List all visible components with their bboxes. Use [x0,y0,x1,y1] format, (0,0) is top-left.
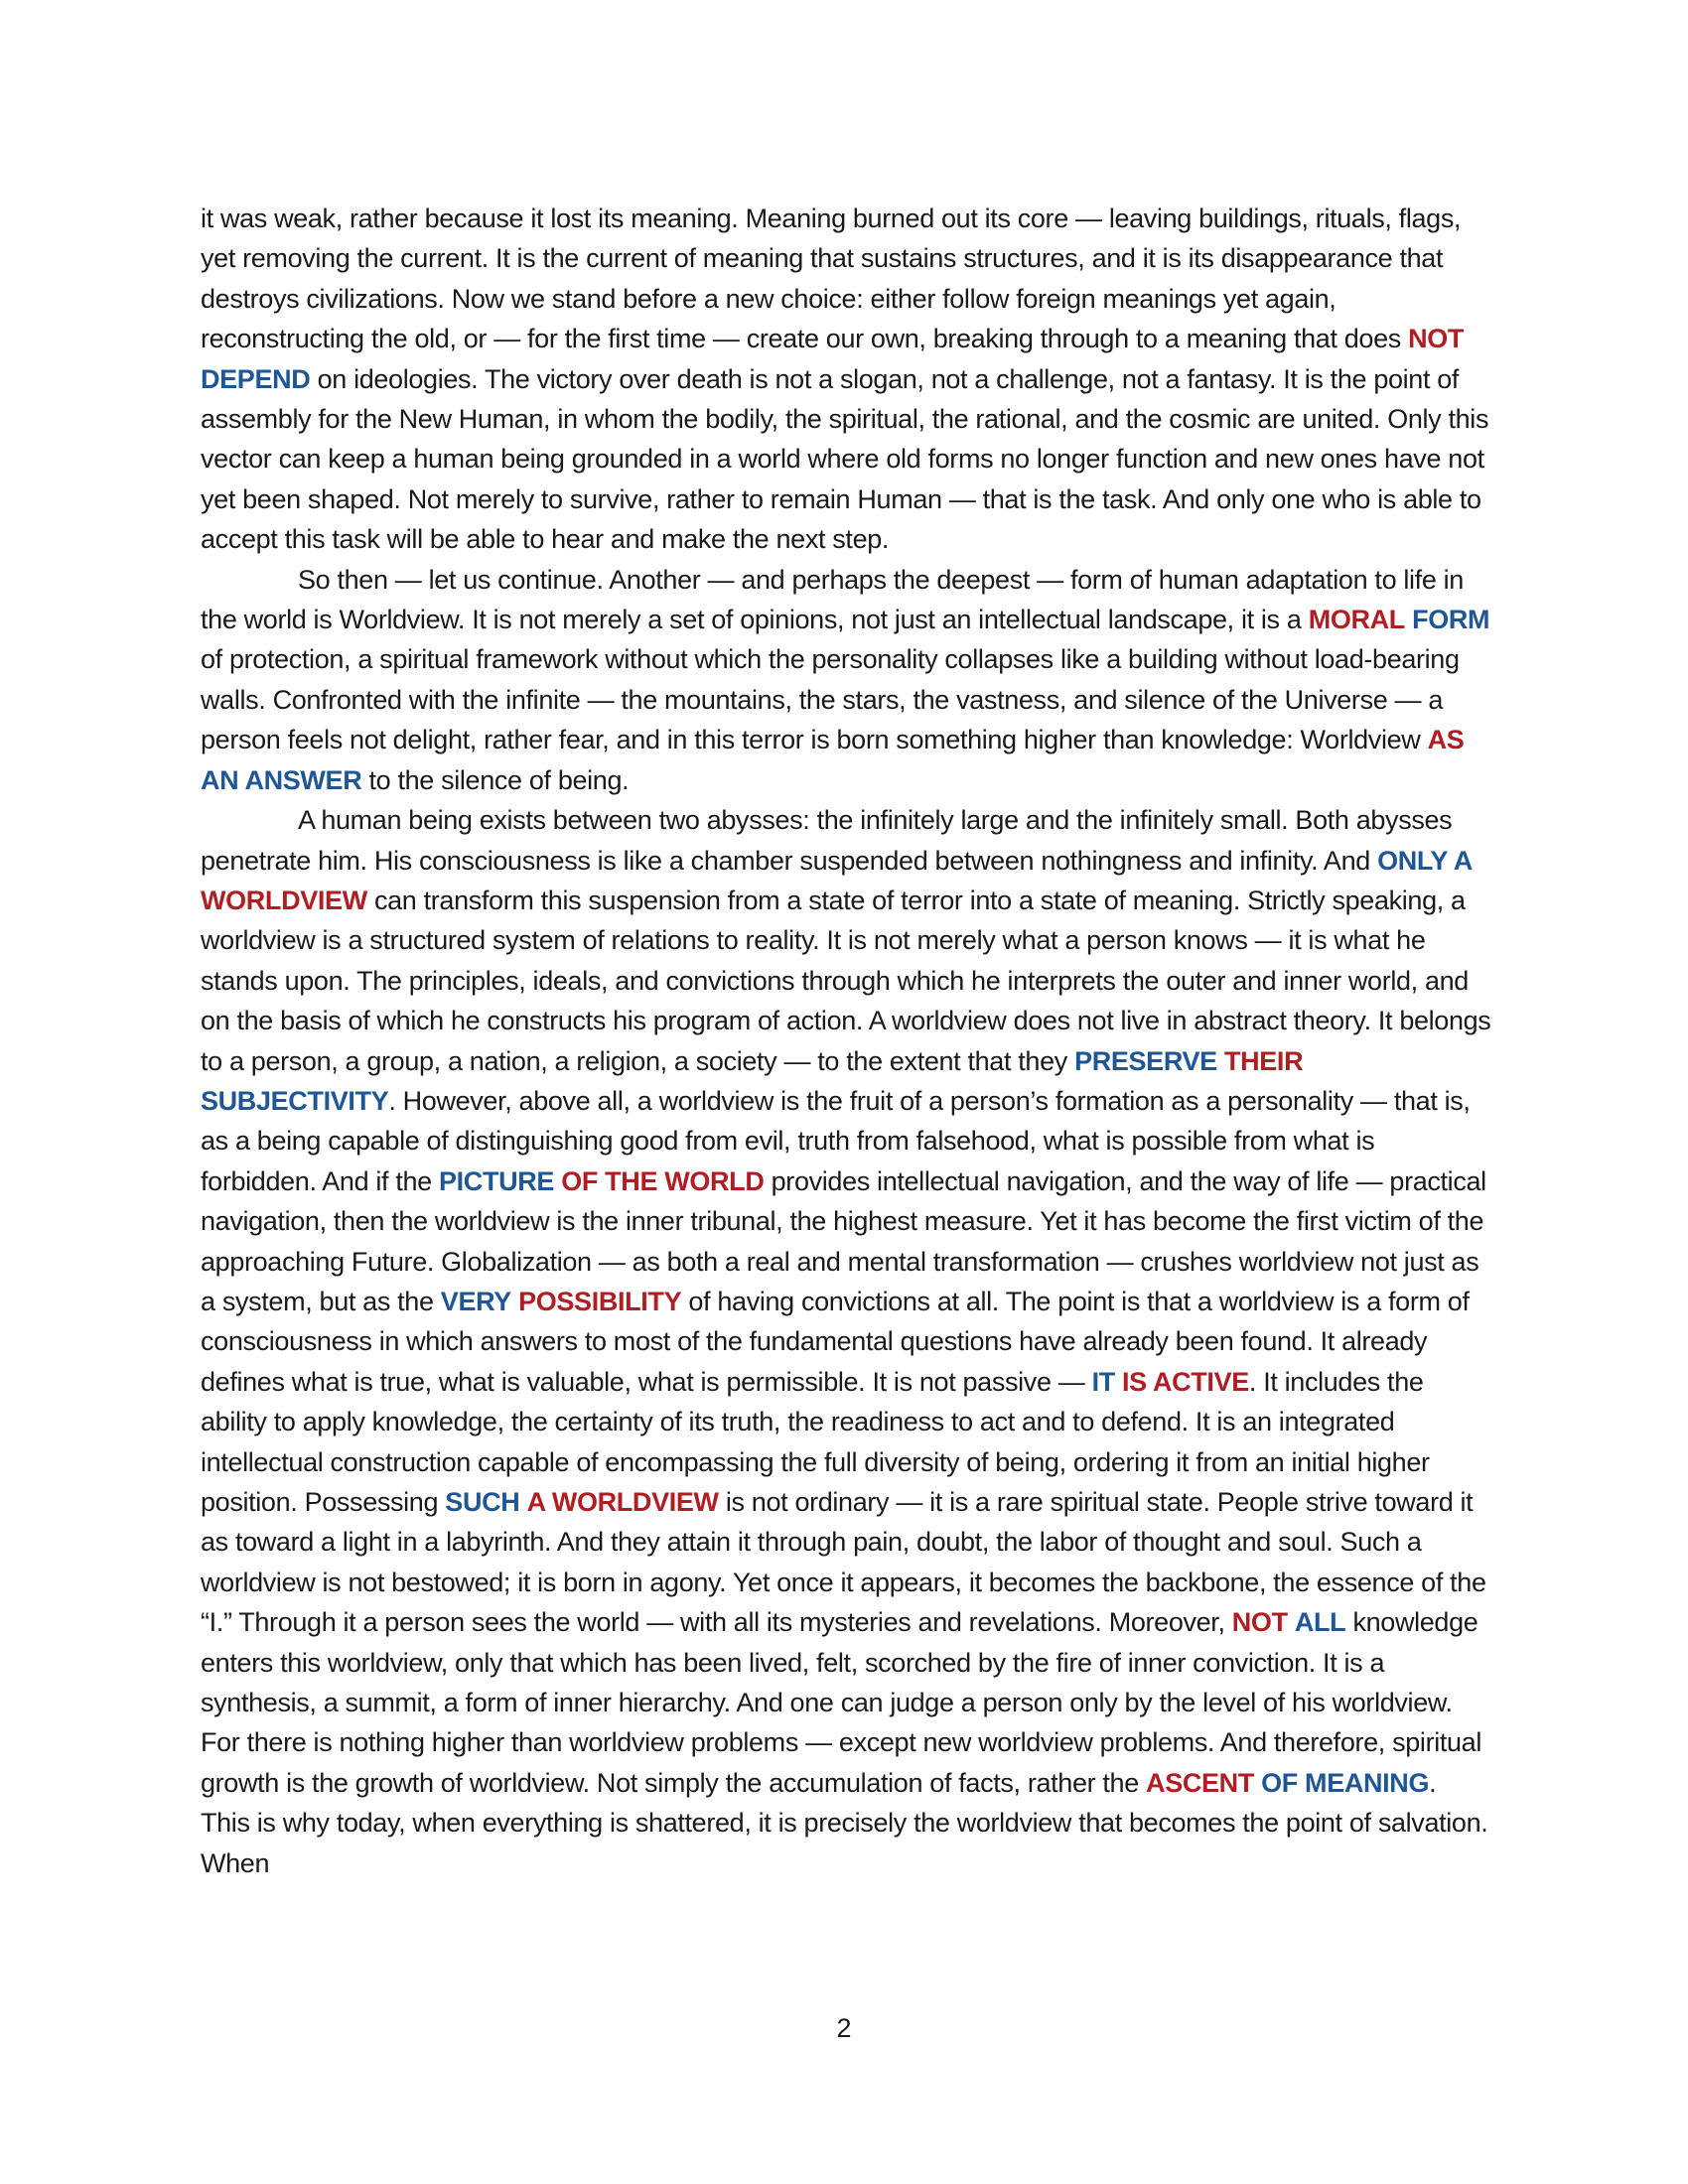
paragraph [201,199,1491,560]
text-run: of protection, a spiritual framework without which the personality collapses like a building without load-bearing walls. Confronted with the infinite — the mountains, the stars, the vastness, and silence of the Universe — a person feels not delight, rather fear, and in this terror is born something higher than knowledge: Worldview [201,644,1460,755]
emphasized-phrase: PICTURE [438,1165,555,1196]
emphasized-phrase: OF THE WORLD [561,1165,765,1196]
text-run: is not ordinary — it is a rare spiritual state. People strive toward it as toward a light in a labyrinth. And they attain it through pain, doubt, the labor of thought and soul. Such a worldview is not bestowed; it is born in agony. Yet once it appears, it becomes the backbone, the essence of the “I.” Through it a person sees the world — with all its mysteries and revelations. Moreover, [201,1487,1486,1638]
emphasized-phrase: AN ANSWER [201,764,362,795]
paragraph [201,800,1491,1883]
emphasized-phrase: ONLY A [1377,845,1474,876]
text-run [511,1287,518,1316]
body-text [201,199,1491,1883]
emphasized-phrase: NOT [1408,324,1465,354]
text-run: to the silence of being. [361,764,630,795]
emphasized-phrase: OF MEANING [1261,1767,1430,1798]
text-run: provides intellectual navigation, and the way of life — practical navigation, then the worldview is the inner tribunal, the highest measure. Yet it has become the first victim of the approaching Future. Globalization — as both a real and mental transformation — crushes worldview not just as a system, but as the [201,1165,1486,1316]
text-run: on ideologies. The victory over death is not a slogan, not a challenge, not a fantasy. It is the point of assembly for the New Human, in whom the bodily, the spiritual, the rational, and the cosmic are united. Only this vector can keep a human being grounded in a world where old forms no longer function and new ones have not yet been shaped. Not merely to survive, rather to remain Human — that is the task. And only one who is able to accept this task will be able to hear and make the next step. [201,363,1489,555]
text-run [1288,1607,1295,1637]
emphasized-phrase: THEIR [1223,1045,1304,1076]
text-run: it was weak, rather because it lost its meaning. Meaning burned out its core — leaving buildings, rituals, flags, yet removing the current. It is the current of meaning that sustains structures, and it is its disappearance that destroys civilizations. Now we stand before a new choice: either follow foreign meanings yet again, reconstructing the old, or — for the first time — create our own, breaking through to a meaning that does [201,204,1462,354]
text-run: of having convictions at all. The point is that a worldview is a form of consciousness in which answers to most of the fundamental questions have already been found. It already defines what is true, what is valuable, what is permissible. It is not passive — [201,1286,1470,1397]
text-run: . This is why today, when everything is shattered, it is precisely the worldview that becomes the point of salvation. When [201,1767,1488,1878]
emphasized-phrase: SUCH [445,1487,520,1517]
text-run: . However, above all, a worldview is the fruit of a person’s formation as a personality — that is, as a being capable of distinguishing good from evil, truth from falsehood, what is possible from what is forbidden. And if the [201,1085,1471,1196]
text-run: A human being exists between two abysses: the infinitely large and the infinitely small. Both abysses penetrate him. His consciousness is like a chamber suspended between nothingness and infinity. And [201,805,1453,876]
text-run: can transform this suspension from a state of terror into a state of meaning. Strictly speaking, a worldview is a structured system of relations to reality. It is not merely what a person knows — it is what he stands upon. The principles, ideals, and convictions through which he interprets the outer and inner world, and on the basis of which he constructs his program of action. A worldview does not live in abstract theory. It belongs to a person, a group, a nation, a religion, a society — to the extent that they [201,885,1491,1076]
emphasized-phrase: POSSIBILITY [518,1286,682,1316]
emphasized-phrase: SUBJECTIVITY [201,1085,389,1116]
emphasized-phrase: IS ACTIVE [1122,1366,1249,1397]
emphasized-phrase: AS [1427,725,1465,755]
text-run [1115,1367,1122,1397]
text-run: So then — let us continue. Another — and perhaps the deepest — form of human adaptation to life in the world is Worldview. It is not merely a set of opinions, not just an intellectual landscape, it is a [201,564,1464,635]
emphasized-phrase: PRESERVE [1074,1045,1217,1076]
emphasized-phrase: WORLDVIEW [201,885,367,915]
text-run: knowledge enters this worldview, only that which has been lived, felt, scorched by the fire of inner conviction. It is a synthesis, a summit, a form of inner hierarchy. And one can judge a person only by the level of his worldview. For there is nothing higher than worldview problems — except new worldview problems. And therefore, spiritual growth is the growth of worldview. Not simply the accumulation of facts, rather the [201,1607,1481,1798]
emphasized-phrase: ALL [1294,1607,1346,1638]
emphasized-phrase: MORAL [1308,605,1405,635]
emphasized-phrase: FORM [1412,605,1490,635]
emphasized-phrase: A WORLDVIEW [526,1487,719,1517]
text-run [1217,1046,1224,1076]
emphasized-phrase: DEPEND [201,363,311,394]
text-run [1405,605,1412,634]
text-run: . It includes the ability to apply knowledge, the certainty of its truth, the readiness to act and to defend. It is an integrated intellectual construction capable of encompassing the full diversity of being, ordering it from an initial higher position. Possessing [201,1366,1430,1517]
page-number: 2 [836,2013,852,2043]
emphasized-phrase: IT [1091,1366,1115,1397]
emphasized-phrase: ASCENT [1146,1767,1254,1798]
emphasized-phrase: VERY [440,1286,511,1316]
paragraph [201,560,1491,800]
text-run [519,1487,526,1517]
emphasized-phrase: NOT [1231,1607,1288,1638]
